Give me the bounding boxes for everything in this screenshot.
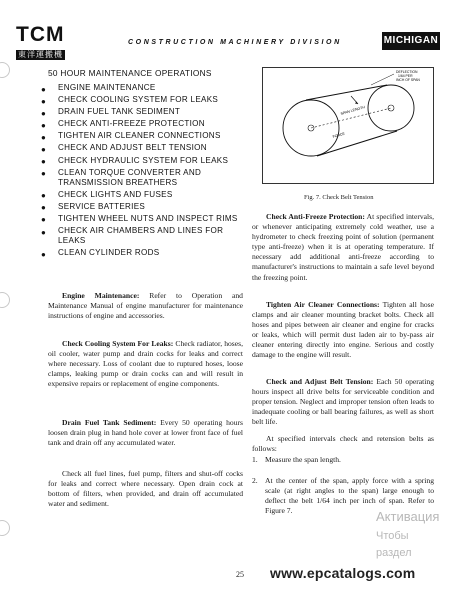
fuel-lines-paragraph: Check all fuel lines, fuel pump, filters and shut-off cocks for leaks and correct where necessary. Open drain cock at bottom of filters, when provided, and drain off accumulated water and sediment. xyxy=(48,469,243,509)
activation-watermark: Чтобы xyxy=(376,530,409,542)
page-number: 25 xyxy=(236,570,244,579)
step-number: 2. xyxy=(252,476,258,485)
bullet-icon: ● xyxy=(41,215,47,225)
bullet-icon: ● xyxy=(41,169,47,179)
belt-diagram xyxy=(263,68,433,183)
belt-lower xyxy=(317,131,397,156)
air-cleaner-paragraph: Tighten Air Cleaner Connections: Tighten all hose clamps and air cleaner mounting bracket bolts. Check all hoses and pipes between air cleaner and engine for cracks or leaks, which will permit dust laden air to by-pass air cleaner entering directly into engine. Serious and costly damage to the engine will result. xyxy=(252,300,434,360)
bullet-icon: ● xyxy=(41,144,47,154)
belt-tension-figure xyxy=(262,67,434,184)
logo-main-text: TCM xyxy=(16,23,65,46)
bullet-icon: ● xyxy=(41,108,47,118)
deflection-label: 1/64 PER xyxy=(398,74,413,78)
binding-hole xyxy=(0,292,10,308)
bullet-icon: ● xyxy=(41,191,47,201)
force-label: FORCE xyxy=(332,131,346,139)
list-item: ● CLEAN TORQUE CONVERTER AND TRANSMISSION BREATHERS xyxy=(41,167,202,187)
list-item: ● TIGHTEN WHEEL NUTS AND INSPECT RIMS xyxy=(41,213,238,225)
activation-watermark: раздел xyxy=(376,547,412,559)
michigan-logo: MICHIGAN xyxy=(382,32,440,50)
bullet-icon: ● xyxy=(41,132,47,142)
deflection-label: INCH OF SPAN xyxy=(396,78,420,82)
bullet-icon: ● xyxy=(41,84,47,94)
step-text: Measure the span length. xyxy=(265,455,341,464)
list-item: ● CLEAN CYLINDER RODS xyxy=(41,248,160,259)
step-number: 1. xyxy=(252,455,258,464)
binding-hole xyxy=(0,520,10,536)
logo-sub-text: 東洋運搬機 xyxy=(18,50,63,59)
cooling-system-paragraph: Check Cooling System For Leaks: Check radiator, hoses, oil cooler, water pump and drain cocks for leaks and correct where necessary. Loss of coolant due to ruptured hoses, loose clamps, leaking pump or drain cocks can and will result in expensive repairs or replacement of engine components. xyxy=(48,339,243,389)
list-item: ● CHECK HYDRAULIC SYSTEM FOR LEAKS xyxy=(41,155,229,167)
list-item: ● DRAIN FUEL TANK SEDIMENT xyxy=(41,107,181,118)
engine-maintenance-paragraph: Engine Maintenance: Refer to Operation and Maintenance Manual of engine manufacturer for maintenance instructions of engine and accessories. xyxy=(48,291,243,321)
step-text: At the center of the span, apply force with a spring scale (at right angles to the span) large enough to deflect the belt 1/64 inch per inch of span. Refer to Figure 7. xyxy=(265,476,434,516)
activation-watermark: Активация xyxy=(376,509,440,524)
list-item: ● CHECK COOLING SYSTEM FOR LEAKS xyxy=(41,95,219,106)
bullet-icon: ● xyxy=(41,96,47,106)
span-label: SPAN LENGTH xyxy=(340,105,366,116)
binding-hole xyxy=(0,62,10,78)
list-item: ● CHECK LIGHTS AND FUSES xyxy=(41,189,173,201)
bullet-icon: ● xyxy=(41,120,47,130)
belt-tension-paragraph: Check and Adjust Belt Tension: Each 50 operating hours inspect all drive belts for serviceable condition and proper tension. Neglect and improper tension often leads to inadequate cooling or ball bearing failures, as well as short belt life. xyxy=(252,377,434,427)
division-title: CONSTRUCTION MACHINERY DIVISION xyxy=(128,39,342,46)
operations-list xyxy=(38,83,243,260)
bullet-icon: ● xyxy=(41,227,47,237)
belt-upper xyxy=(306,85,387,100)
operations-title: 50 HOUR MAINTENANCE OPERATIONS xyxy=(48,68,212,78)
bullet-icon: ● xyxy=(41,249,47,259)
drain-fuel-paragraph: Drain Fuel Tank Sediment: Every 50 operating hours loosen drain plug in hand hole cover at lower front face of fuel tank and drain off any accumulated water. xyxy=(48,418,243,448)
list-item: ● CHECK AIR CHAMBERS AND LINES FOR LEAKS xyxy=(41,226,224,246)
list-item: ● CHECK ANTI-FREEZE PROTECTION xyxy=(41,119,205,130)
arrow-head-icon xyxy=(355,102,358,105)
bullet-icon: ● xyxy=(41,203,47,213)
list-item: ● TIGHTEN AIR CLEANER CONNECTIONS xyxy=(41,131,221,142)
bullet-icon: ● xyxy=(41,157,47,167)
intervals-paragraph: At specified intervals check and retension belts as follows: xyxy=(252,434,434,454)
figure-caption: Fig. 7. Check Belt Tension xyxy=(304,194,374,201)
list-item: ● CHECK AND ADJUST BELT TENSION xyxy=(41,143,207,154)
list-item: ● ENGINE MAINTENANCE xyxy=(41,83,156,94)
list-item: ● SERVICE BATTERIES xyxy=(41,201,146,213)
tcm-logo xyxy=(16,23,100,59)
leader-line xyxy=(371,74,394,85)
watermark-url: www.epcatalogs.com xyxy=(270,565,416,581)
anti-freeze-paragraph: Check Anti-Freeze Protection: At specified intervals, or whenever anticipating extremely cold weather, use a hydrometer to check freezing point of solution (permanent type anti-freeze) when it is at operating temperature. If necessary add additional anti-freeze according to manufacturer's instructions to maintain a safe level beyond the freezing point. xyxy=(252,212,435,282)
deflection-label: DEFLECTION xyxy=(396,70,418,74)
step-item xyxy=(252,455,434,465)
